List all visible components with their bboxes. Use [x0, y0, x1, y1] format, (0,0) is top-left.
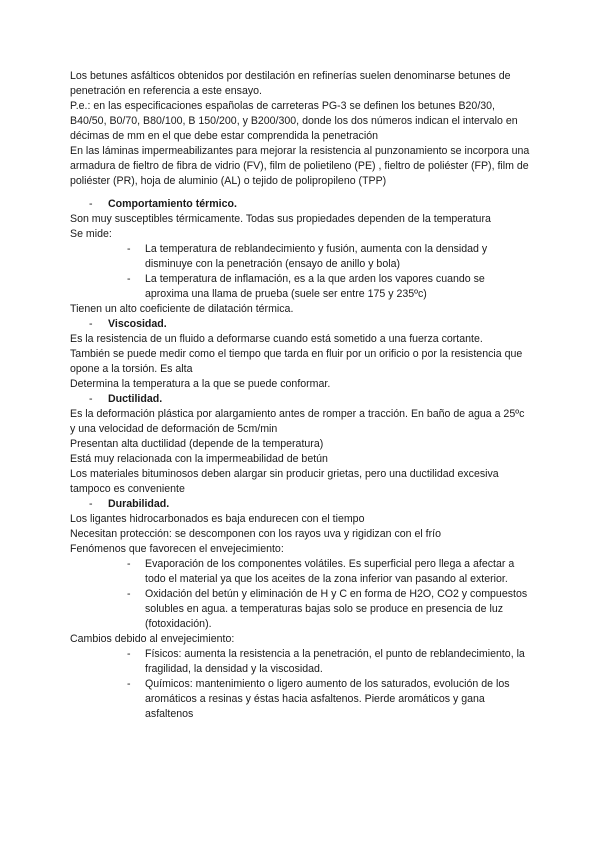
dash-bullet: - — [127, 588, 131, 600]
list-item-text: La temperatura de inflamación, es a la que arden los vapores cuando se aproxima una llama de prueba (suele ser entre 175 y 235ºc) — [145, 273, 485, 300]
paragraph: Determina la temperatura a la que se puede conformar. — [70, 378, 331, 390]
list-item — [70, 587, 530, 632]
paragraph: Está muy relacionada con la impermeabilidad de betún — [70, 453, 328, 465]
section-heading-termico — [70, 197, 530, 212]
list-item-text: Evaporación de los componentes volátiles. Es superficial pero llega a afectar a todo el material ya que los aceites de la zona inferior van pasando al exterior. — [145, 558, 515, 585]
dash-bullet: - — [127, 678, 131, 690]
spacer — [70, 189, 530, 197]
paragraph: Se mide: — [70, 228, 112, 240]
paragraph: Los materiales bituminosos deben alargar sin producir grietas, pero una ductilidad excesiva tampoco es conveniente — [70, 468, 499, 495]
paragraph: Fenómenos que favorecen el envejecimiento: — [70, 543, 284, 555]
section-heading-viscosidad — [70, 317, 530, 332]
list-item — [70, 242, 530, 272]
dash-bullet: - — [89, 198, 93, 210]
dash-bullet: - — [127, 243, 131, 255]
paragraph: Presentan alta ductilidad (depende de la temperatura) — [70, 438, 324, 450]
bullet-list — [70, 242, 530, 302]
paragraph: Los ligantes hidrocarbonados es baja endurecen con el tiempo — [70, 513, 365, 525]
dash-bullet: - — [89, 498, 93, 510]
section-heading-durabilidad — [70, 497, 530, 512]
section-heading-ductilidad — [70, 392, 530, 407]
section-title: Ductilidad. — [108, 393, 163, 405]
dash-bullet: - — [127, 558, 131, 570]
paragraph: Necesitan protección: se descomponen con los rayos uva y rigidizan con el frío — [70, 528, 441, 540]
list-item-text: Químicos: mantenimiento o ligero aumento de los saturados, evolución de los aromáticos a resinas y éstas hacia asfaltenos. Pierde aromáticos y gana asfaltenos — [145, 678, 510, 720]
bullet-list — [70, 557, 530, 632]
section-title: Comportamiento térmico. — [108, 198, 237, 210]
list-item-text: La temperatura de reblandecimiento y fusión, aumenta con la densidad y disminuye con la penetración (ensayo de anillo y bola) — [145, 243, 488, 270]
list-item — [70, 677, 530, 722]
paragraph: Son muy susceptibles térmicamente. Todas sus propiedades dependen de la temperatura — [70, 213, 491, 225]
section-title: Durabilidad. — [108, 498, 170, 510]
paragraph: Cambios debido al envejecimiento: — [70, 633, 235, 645]
dash-bullet: - — [89, 318, 93, 330]
dash-bullet: - — [89, 393, 93, 405]
list-item — [70, 272, 530, 302]
document-body — [70, 69, 530, 722]
list-item — [70, 647, 530, 677]
list-item-text: Oxidación del betún y eliminación de H y C en forma de H2O, CO2 y compuestos solubles en agua. a temperaturas bajas solo se produce en presencia de luz (fotoxidación). — [145, 588, 528, 630]
intro-paragraph: En las láminas impermeabilizantes para mejorar la resistencia al punzonamiento se incorpora una armadura de fieltro de fibra de vidrio (FV), film de polietileno (PE) , fieltro de poliéster (FP), film de poliéster (PR), hoja de aluminio (AL) o tejido de polipropileno (TPP) — [70, 145, 530, 187]
list-item — [70, 557, 530, 587]
section-title: Viscosidad. — [108, 318, 167, 330]
dash-bullet: - — [127, 648, 131, 660]
paragraph: Es la deformación plástica por alargamiento antes de romper a tracción. En baño de agua a 25ºc y una velocidad de deformación de 5cm/min — [70, 408, 525, 435]
intro-paragraph: Los betunes asfálticos obtenidos por destilación en refinerías suelen denominarse betunes de penetración en referencia a este ensayo. — [70, 70, 511, 97]
intro-paragraph: P.e.: en las especificaciones españolas de carreteras PG-3 se definen los betunes B20/30, B40/50, B0/70, B80/100, B 150/200, y B200/300, donde los dos números indican el intervalo en décimas de mm en el que debe estar comprendida la penetración — [70, 100, 518, 142]
dash-bullet: - — [127, 273, 131, 285]
bullet-list — [70, 647, 530, 722]
paragraph: También se puede medir como el tiempo que tarda en fluir por un orificio o por la resistencia que opone a la torsión. Es alta — [70, 348, 523, 375]
list-item-text: Físicos: aumenta la resistencia a la penetración, el punto de reblandecimiento, la fragilidad, la densidad y la viscosidad. — [145, 648, 525, 675]
paragraph: Tienen un alto coeficiente de dilatación térmica. — [70, 303, 294, 315]
paragraph: Es la resistencia de un fluido a deformarse cuando está sometido a una fuerza cortante. — [70, 333, 483, 345]
